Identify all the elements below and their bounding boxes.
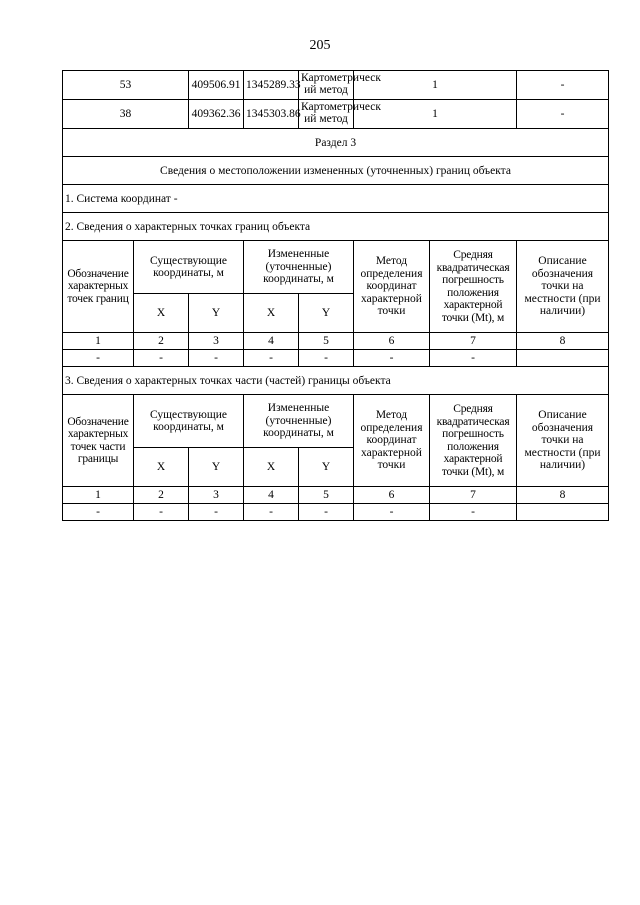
x-header: X (134, 448, 189, 487)
x-header: X (134, 294, 189, 333)
existing-coords-header: Существующие координаты, м (134, 395, 244, 448)
changed-coords-header: Измененные (уточненные) координаты, м (244, 395, 354, 448)
method-header: Метод определения координат характерной точки (354, 395, 430, 487)
y-coordinate-cell: 1345289.33 (244, 71, 299, 100)
boundary-table (62, 70, 609, 521)
x-header: X (244, 294, 299, 333)
column-index: 2 (134, 487, 189, 504)
value-cell: 1 (354, 100, 517, 129)
column-index: 1 (63, 333, 134, 350)
part3-title: 3. Сведения о характерных точках части (частей) границы объекта (63, 367, 609, 395)
method-cell: Картометрическ ий метод (299, 71, 354, 100)
empty-value-cell: - (354, 504, 430, 521)
x-header: X (244, 448, 299, 487)
empty-value-cell: - (189, 504, 244, 521)
table-row (63, 504, 609, 521)
column-index: 2 (134, 333, 189, 350)
column-index: 8 (517, 333, 609, 350)
column-index: 6 (354, 487, 430, 504)
description-header: Описание обозначения точки на местности (при наличии) (517, 395, 609, 487)
column-index-row (63, 487, 609, 504)
empty-value-cell: - (299, 504, 354, 521)
page-number: 205 (309, 38, 331, 53)
y-coordinate-cell: 1345303.86 (244, 100, 299, 129)
changed-coords-header: Измененные (уточненные) координаты, м (244, 241, 354, 294)
accuracy-header: Средняя квадратическая погрешность положения характерной точки (Mt), м (430, 395, 517, 487)
coord-system-label: 1. Система координат - (63, 185, 609, 213)
method-header: Метод определения координат характерной точки (354, 241, 430, 333)
empty-value-cell: - (430, 350, 517, 367)
empty-value-cell: - (189, 350, 244, 367)
y-header: Y (299, 294, 354, 333)
part3-title-row (63, 367, 609, 395)
column-index: 6 (354, 333, 430, 350)
column-index: 3 (189, 487, 244, 504)
empty-value-cell: - (134, 504, 189, 521)
section-title-row (63, 129, 609, 157)
x-coordinate-cell: 409506.91 (189, 71, 244, 100)
value-cell: - (517, 100, 609, 129)
part2-title-row (63, 213, 609, 241)
section-subtitle-row (63, 157, 609, 185)
empty-value-cell (517, 350, 609, 367)
point-number-cell: 38 (63, 100, 189, 129)
empty-value-cell: - (244, 504, 299, 521)
existing-coords-header: Существующие координаты, м (134, 241, 244, 294)
column-index: 1 (63, 487, 134, 504)
header-row (63, 395, 609, 448)
column-index: 7 (430, 487, 517, 504)
empty-value-cell: - (354, 350, 430, 367)
empty-value-cell: - (244, 350, 299, 367)
value-cell: 1 (354, 71, 517, 100)
column-index: 4 (244, 487, 299, 504)
column-index-row (63, 333, 609, 350)
column-index: 8 (517, 487, 609, 504)
section-title: Раздел 3 (63, 129, 609, 157)
table-row (63, 350, 609, 367)
y-header: Y (299, 448, 354, 487)
designation-header: Обозначение характерных точек границ (63, 241, 134, 333)
accuracy-header: Средняя квадратическая погрешность положения характерной точки (Mt), м (430, 241, 517, 333)
table-row (63, 100, 609, 129)
description-header: Описание обозначения точки на местности (при наличии) (517, 241, 609, 333)
point-number-cell: 53 (63, 71, 189, 100)
header-row (63, 241, 609, 294)
column-index: 5 (299, 487, 354, 504)
empty-value-cell: - (299, 350, 354, 367)
empty-value-cell: - (430, 504, 517, 521)
empty-value-cell (517, 504, 609, 521)
column-index: 4 (244, 333, 299, 350)
y-header: Y (189, 448, 244, 487)
part2-title: 2. Сведения о характерных точках границ объекта (63, 213, 609, 241)
method-cell: Картометрическ ий метод (299, 100, 354, 129)
column-index: 5 (299, 333, 354, 350)
value-cell: - (517, 71, 609, 100)
column-index: 3 (189, 333, 244, 350)
empty-value-cell: - (63, 504, 134, 521)
section-subtitle: Сведения о местоположении измененных (уточненных) границ объекта (63, 157, 609, 185)
table-row (63, 71, 609, 100)
empty-value-cell: - (63, 350, 134, 367)
coord-system-row (63, 185, 609, 213)
column-index: 7 (430, 333, 517, 350)
x-coordinate-cell: 409362.36 (189, 100, 244, 129)
empty-value-cell: - (134, 350, 189, 367)
y-header: Y (189, 294, 244, 333)
designation-header: Обозначение характерных точек части границы (63, 395, 134, 487)
